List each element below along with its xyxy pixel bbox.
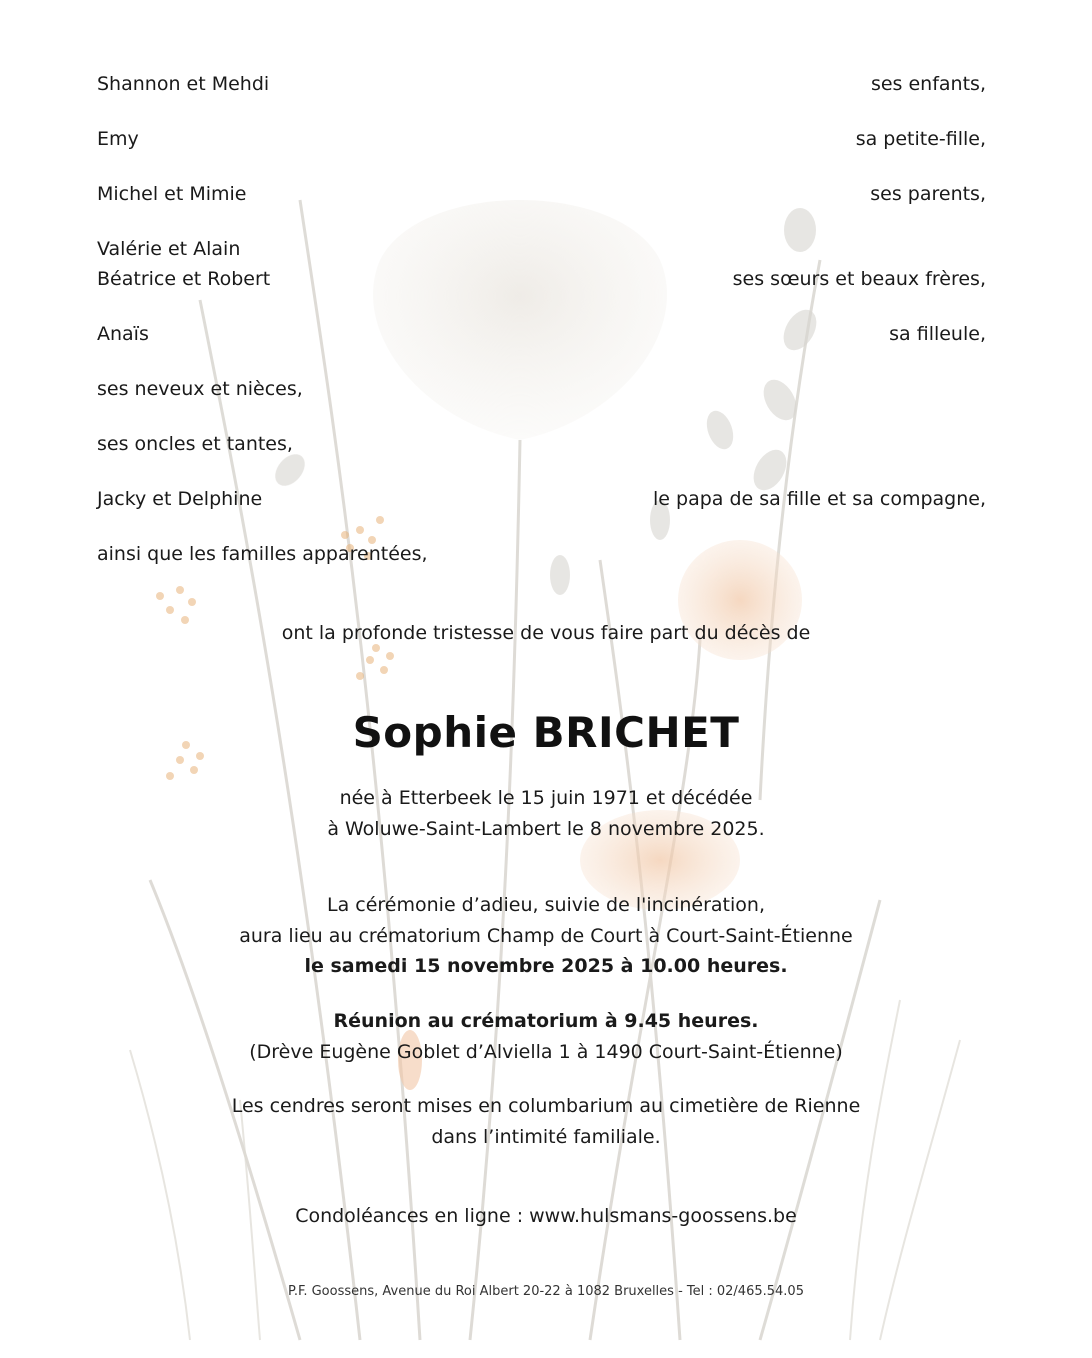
family-nephews: ses neveux et nièces, bbox=[97, 378, 303, 400]
family-name-parents: Michel et Mimie bbox=[97, 183, 247, 205]
family-uncles: ses oncles et tantes, bbox=[97, 433, 293, 455]
family-name-granddaughter: Emy bbox=[97, 128, 139, 150]
death-line: à Woluwe-Saint-Lambert le 8 novembre 2025. bbox=[327, 818, 765, 840]
meeting-line: Réunion au crématorium à 9.45 heures. bbox=[333, 1010, 759, 1032]
family-name-sister-1: Valérie et Alain bbox=[97, 238, 241, 260]
family-name-children: Shannon et Mehdi bbox=[97, 73, 270, 95]
family-name-partner: Jacky et Delphine bbox=[97, 488, 263, 510]
announcement-text: ont la profonde tristesse de vous faire part du décès de bbox=[281, 622, 811, 644]
family-name-goddaughter: Anaïs bbox=[97, 323, 149, 345]
ceremony-line-1: La cérémonie d’adieu, suivie de l'incinération, bbox=[327, 894, 765, 916]
family-relation-sisters: ses sœurs et beaux frères, bbox=[732, 268, 986, 290]
deceased-name: Sophie BRICHET bbox=[352, 708, 740, 757]
family-relation-partner: le papa de sa fille et sa compagne, bbox=[653, 488, 986, 510]
family-relation-parents: ses parents, bbox=[870, 183, 986, 205]
funeral-home-footer: P.F. Goossens, Avenue du Roi Albert 20-22 à 1082 Bruxelles - Tel : 02/465.54.05 bbox=[288, 1284, 804, 1299]
ceremony-line-2: aura lieu au crématorium Champ de Court à Court-Saint-Étienne bbox=[239, 925, 853, 947]
family-name-sister-2: Béatrice et Robert bbox=[97, 268, 271, 290]
ceremony-date: le samedi 15 novembre 2025 à 10.00 heures. bbox=[304, 955, 788, 977]
birth-line: née à Etterbeek le 15 juin 1971 et décédée bbox=[339, 787, 753, 809]
ashes-line-2: dans l’intimité familiale. bbox=[431, 1126, 661, 1148]
family-relation-children: ses enfants, bbox=[870, 73, 986, 95]
family-related: ainsi que les familles apparentées, bbox=[97, 543, 428, 565]
ashes-line-1: Les cendres seront mises en columbarium au cimetière de Rienne bbox=[231, 1095, 861, 1117]
meeting-address: (Drève Eugène Goblet d’Alviella 1 à 1490 Court-Saint-Étienne) bbox=[249, 1041, 843, 1063]
condolences-link[interactable]: Condoléances en ligne : www.hulsmans-goossens.be bbox=[295, 1205, 797, 1227]
family-relation-granddaughter: sa petite-fille, bbox=[855, 128, 986, 150]
family-relation-goddaughter: sa filleule, bbox=[889, 323, 986, 345]
